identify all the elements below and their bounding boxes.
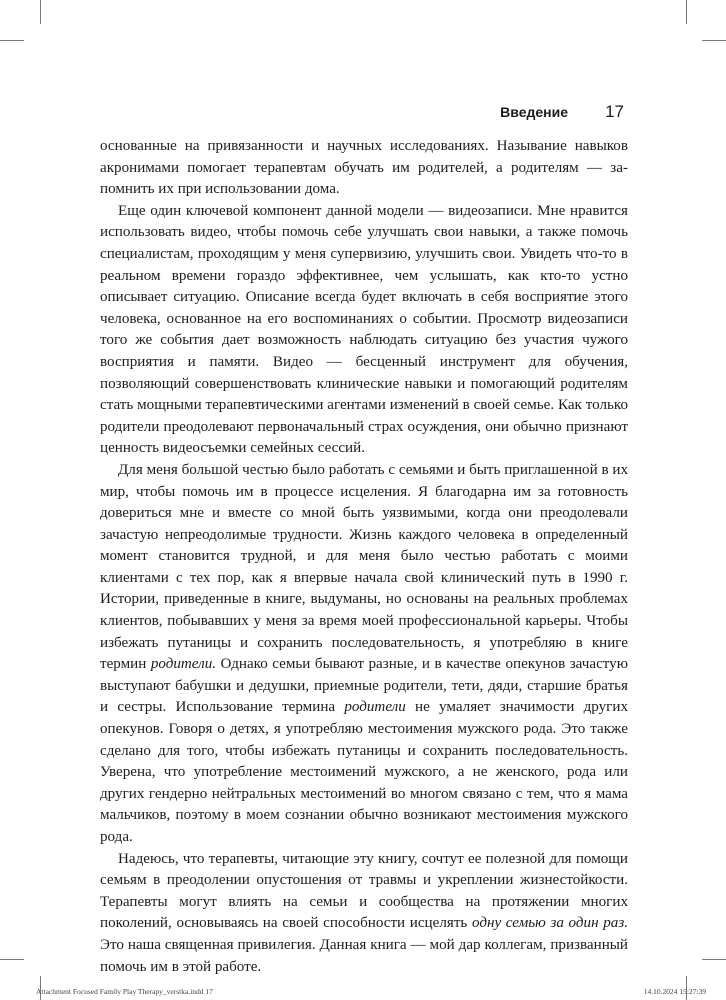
crop-mark (686, 0, 687, 24)
crop-mark (702, 959, 726, 960)
paragraph-text: Однако семьи бывают разные, и в качестве опекунов зачастую выступают бабушки и дедушки, приемные родители, тети, дяди, старшие братья и сестры. Использование термина (100, 656, 628, 716)
italic-text: родители. (150, 656, 217, 673)
italic-text: родители (344, 699, 406, 716)
running-head (100, 104, 624, 128)
paragraph-text: Это наша священная привилегия. Данная книга — мой дар коллегам, призванный помочь им в этой работе. (100, 936, 628, 975)
paragraph (100, 201, 628, 460)
section-title: Введение (500, 104, 568, 120)
crop-mark (0, 40, 24, 41)
paragraph-text: Для меня большой честью было работать с семьями и быть приглашенной в их мир, чтобы помочь им в процессе исцеления. Я благодарна им за готовность довериться мне и вместе со мной быть уязвимыми, когда они преодолевали зачастую непреодолимые трудности. Жизнь каждого человека в определенный момент становится трудной, и для меня было честью работать с моими клиентами с тех пор, как я впервые начала свой клинический путь в 1990 г. Истории, приведенные в книге, выдуманы, но основаны на реальных проблемах клиентов, побывавших у меня за время моей профессиональной карьеры. Чтобы избежать путаницы и сохранить последовательность, я употребляю в книге термин (100, 461, 628, 673)
paragraph (100, 849, 628, 979)
paragraph-text: не умаляет значимости других опекунов. Говоря о детях, я употребляю местоимения мужского рода. Это также сделано для того, чтобы избежать путаницы и сохранить последовательность. Уверена, что употребление местоимений мужского, а не женского, рода или других гендерно нейтральных местоимений во многом связано с тем, что я мама мальчиков, поэтому в моем сознании обычно возникают местоимения мужского рода. (100, 699, 628, 845)
paragraph (100, 460, 628, 849)
body-text (100, 136, 628, 978)
italic-text: одну семью за один раз. (471, 915, 628, 932)
crop-mark (40, 0, 41, 24)
paragraph-text: Надеюсь, что терапевты, читающие эту книгу, сочтут ее полезной для помощи семьям в преодолении опустошения от травмы и укреплении жизнестойкости. Терапевты могут влиять на семьи и сообщества на протяжении многих поколений, основываясь на своей способности исцелять (100, 850, 628, 932)
paragraph-text: основанные на привязанности и научных исследованиях. Называние навыков акронимами помогает терапевтам обучать им родителей, а родителям — запомнить их при использовании дома. (100, 138, 628, 198)
file-name: Attachment Focused Family Play Therapy_verstka.indd 17 (36, 987, 213, 996)
paragraph-text: Еще один ключевой компонент данной модели — видеозаписи. Мне нравится использовать видео, чтобы помочь себе улучшать свои навыки, а также помочь специалистам, проходящим у меня супервизию, улучшить свои. Увидеть что-то в реальном времени гораздо эффективнее, чем услышать, как кто-то устно описывает ситуацию. Описание всегда будет включать в себя восприятие этого человека, основанное на его воспоминаниях о событии. Просмотр видеозаписи того же события дает возможность наблюдать ситуацию без участия чужого восприятия и памяти. Видео — бесценный инструмент для обучения, позволяющий совершенствовать клинические навыки и помогающий родителям стать мощными терапевтическими агентами изменений в своей семье. Как только родители преодолевают первоначальный страх осуждения, они обычно признают ценность видеосъемки семейных сессий. (100, 202, 628, 457)
crop-mark (0, 959, 24, 960)
crop-mark (702, 40, 726, 41)
print-timestamp: 14.10.2024 15:27:39 (643, 987, 706, 996)
paragraph (100, 136, 628, 201)
page-number: 17 (605, 102, 624, 121)
